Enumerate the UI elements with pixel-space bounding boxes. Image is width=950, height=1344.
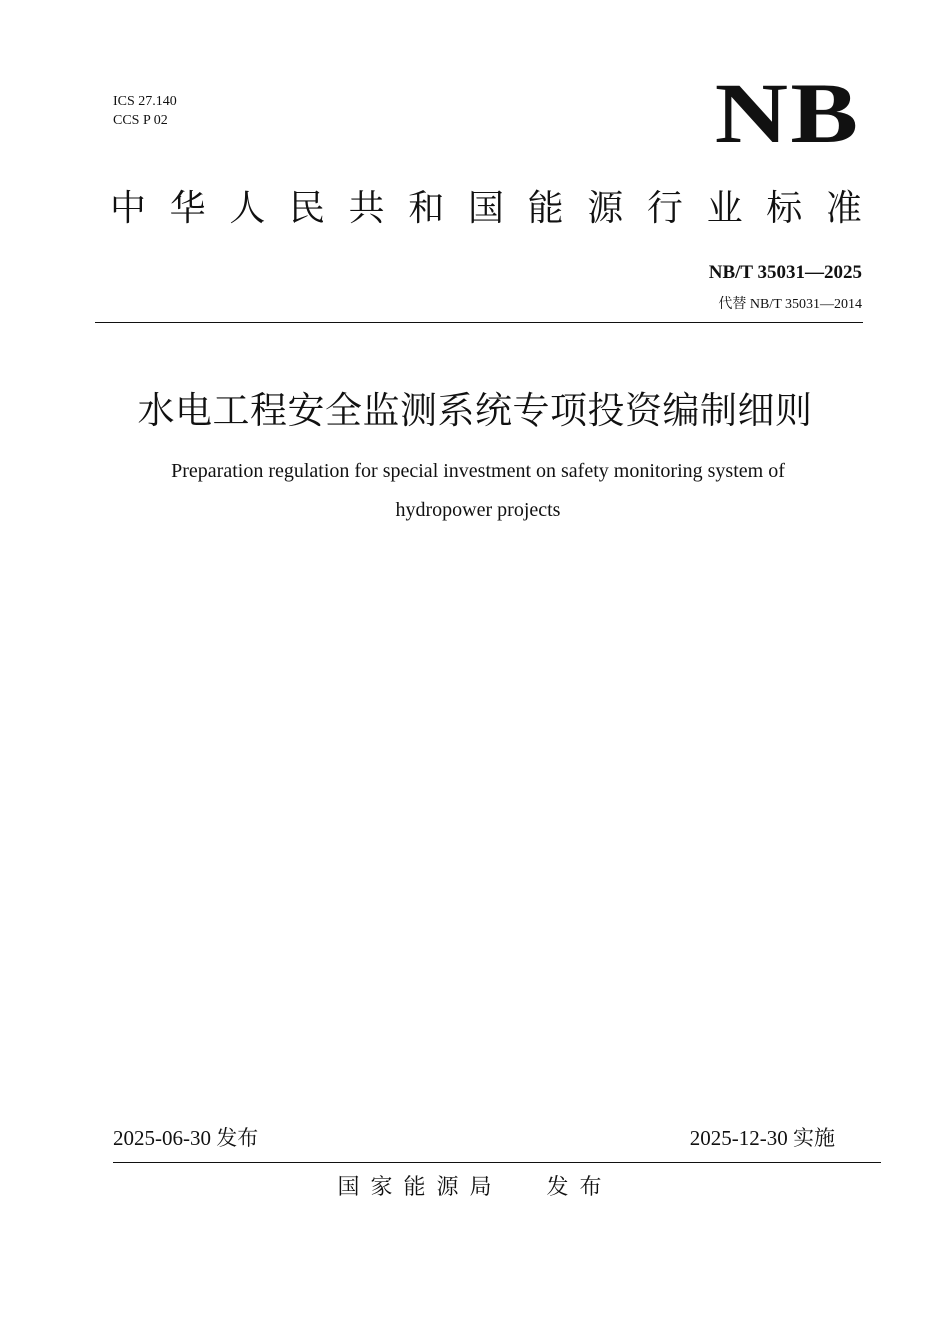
standard-number: NB/T 35031—2025: [708, 262, 862, 283]
english-title-line: hydropower projects: [395, 499, 561, 521]
org-title-char: 行: [646, 188, 683, 229]
english-title: [0, 452, 950, 530]
org-title-char: 华: [169, 188, 206, 229]
org-title: [110, 180, 862, 231]
issuer-action: 发布: [546, 1175, 613, 1200]
org-title-char: 能: [527, 188, 564, 229]
nb-logo: NB: [714, 65, 860, 161]
classification-codes: [113, 92, 177, 130]
org-title-char: 中: [110, 188, 147, 229]
issuer-name: 国家能源局: [337, 1175, 503, 1200]
org-title-char: 国: [467, 188, 504, 229]
english-title-line: Preparation regulation for special investment on safety monitoring system of: [171, 460, 785, 482]
org-title-char: 民: [288, 188, 325, 229]
org-title-char: 标: [766, 188, 803, 229]
org-title-char: 人: [229, 188, 266, 229]
org-title-char: 共: [348, 188, 385, 229]
implement-date: 2025-12-30 实施: [689, 1126, 835, 1150]
replaces-standard: 代替 NB/T 35031—2014: [718, 297, 862, 312]
issuer: [0, 1170, 950, 1201]
header-divider: [95, 322, 863, 323]
footer-divider: [113, 1162, 881, 1163]
org-title-char: 准: [825, 188, 862, 229]
chinese-title: 水电工程安全监测系统专项投资编制细则: [137, 389, 813, 432]
ics-code: ICS 27.140: [113, 94, 177, 109]
org-title-char: 业: [706, 188, 743, 229]
org-title-char: 和: [408, 188, 445, 229]
org-title-char: 源: [587, 188, 624, 229]
publish-date: 2025-06-30 发布: [113, 1126, 259, 1150]
ccs-code: CCS P 02: [113, 113, 168, 128]
